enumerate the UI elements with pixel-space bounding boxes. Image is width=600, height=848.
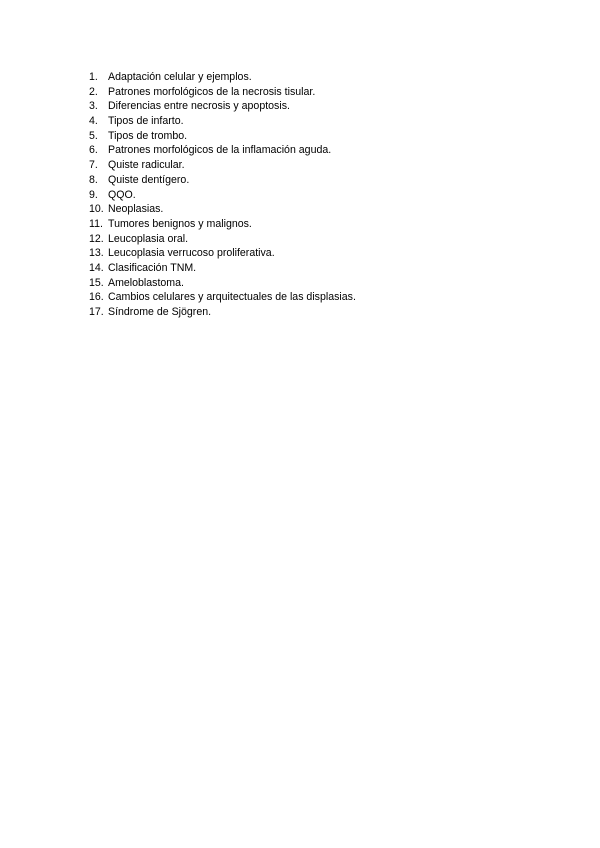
list-item — [89, 290, 356, 305]
list-item — [89, 246, 356, 261]
item-number: 16. — [89, 291, 104, 304]
list-item — [89, 143, 356, 158]
item-number: 5. — [89, 129, 98, 142]
item-number: 2. — [89, 85, 98, 98]
list-item — [89, 202, 356, 217]
list-item — [89, 173, 356, 188]
topic-list — [89, 70, 356, 320]
item-number: 13. — [89, 247, 104, 260]
item-number: 12. — [89, 232, 104, 245]
item-text: Adaptación celular y ejemplos. — [108, 71, 252, 83]
item-number: 9. — [89, 188, 98, 201]
item-text: Quiste dentígero. — [108, 173, 190, 186]
item-text: Tumores benignos y malignos. — [108, 217, 252, 230]
item-text: Patrones morfológicos de la necrosis tisular. — [108, 85, 316, 98]
list-item — [89, 99, 356, 114]
item-number: 8. — [89, 173, 98, 186]
list-item — [89, 188, 356, 203]
list-item — [89, 114, 356, 129]
item-number: 4. — [89, 115, 98, 128]
item-text: Tipos de infarto. — [108, 115, 184, 128]
item-number: 14. — [89, 261, 104, 274]
list-item — [89, 232, 356, 247]
item-text: Tipos de trombo. — [108, 129, 188, 142]
item-number: 10. — [89, 203, 104, 216]
list-item — [89, 261, 356, 276]
list-item — [89, 70, 356, 85]
list-item — [89, 305, 356, 320]
item-number: 15. — [89, 276, 104, 289]
item-number: 17. — [89, 306, 104, 318]
list-item — [89, 217, 356, 232]
item-text: Patrones morfológicos de la inflamación aguda. — [108, 144, 332, 157]
list-item — [89, 158, 356, 173]
item-text: Síndrome de Sjögren. — [108, 306, 212, 318]
item-text: Ameloblastoma. — [108, 276, 184, 289]
item-number: 6. — [89, 144, 98, 157]
item-text: Leucoplasia verrucoso proliferativa. — [108, 247, 275, 260]
item-text: Quiste radicular. — [108, 159, 185, 172]
item-number: 1. — [89, 71, 98, 83]
list-item — [89, 129, 356, 144]
item-text: Diferencias entre necrosis y apoptosis. — [108, 100, 290, 113]
item-text: Clasificación TNM. — [108, 261, 197, 274]
list-item — [89, 85, 356, 100]
item-text: Neoplasias. — [108, 203, 164, 216]
item-number: 11. — [89, 217, 103, 230]
item-number: 7. — [89, 159, 98, 172]
list-item — [89, 276, 356, 291]
item-text: Leucoplasia oral. — [108, 232, 189, 245]
item-text: Cambios celulares y arquitectuales de las displasias. — [108, 291, 356, 304]
item-number: 3. — [89, 100, 98, 113]
item-text: QQO. — [108, 188, 136, 201]
